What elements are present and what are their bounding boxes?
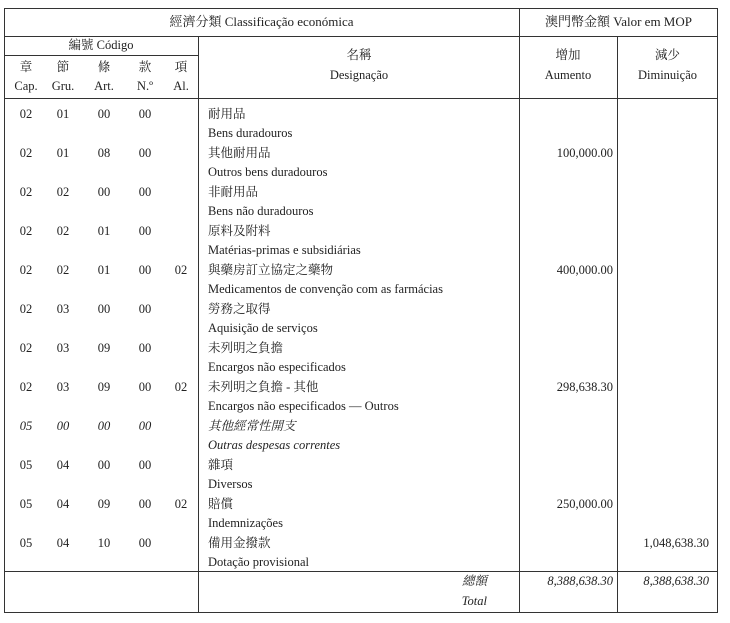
row-designation-pt: Medicamentos de convenção com as farmácias [208, 282, 443, 296]
row-designation-zh: 未列明之負擔 [208, 341, 284, 355]
total-decrease: 8,388,638.30 [643, 574, 709, 588]
increase-header-zh: 增加 [555, 48, 581, 62]
row-no-code: 00 [138, 302, 152, 316]
row-art-code: 00 [97, 419, 111, 433]
no-header-zh: 款 [138, 60, 152, 74]
row-gru-code: 02 [56, 263, 70, 277]
row-cap-code: 05 [19, 497, 33, 511]
row-cap-code: 05 [19, 458, 33, 472]
increase-header-pt: Aumento [544, 68, 592, 82]
row-al-code: 02 [174, 263, 188, 277]
al-header-pt: Al. [173, 79, 189, 93]
al-header-zh: 項 [174, 60, 188, 74]
row-cap-code: 02 [19, 302, 33, 316]
row-gru-code: 03 [56, 341, 70, 355]
row-art-code: 09 [97, 380, 111, 394]
row-designation-zh: 耐用品 [208, 107, 246, 121]
total-increase: 8,388,638.30 [547, 574, 613, 588]
art-header-pt: Art. [94, 79, 114, 93]
code-column-rule [198, 36, 199, 613]
total-rule [4, 571, 718, 572]
row-gru-code: 02 [56, 224, 70, 238]
row-no-code: 00 [138, 185, 152, 199]
row-art-code: 09 [97, 341, 111, 355]
total-label-zh: 總額 [461, 574, 487, 588]
header-rule-top [4, 36, 718, 37]
row-no-code: 00 [138, 419, 152, 433]
gru-header-zh: 節 [56, 60, 70, 74]
row-designation-zh: 勞務之取得 [208, 302, 271, 316]
row-cap-code: 02 [19, 224, 33, 238]
row-cap-code: 05 [19, 536, 33, 550]
row-no-code: 00 [138, 380, 152, 394]
row-gru-code: 04 [56, 497, 70, 511]
row-gru-code: 01 [56, 146, 70, 160]
row-art-code: 01 [97, 263, 111, 277]
row-designation-zh: 雜項 [208, 458, 234, 472]
row-designation-zh: 原料及附料 [208, 224, 271, 238]
classification-header: 經濟分類 Classificação económica [169, 14, 354, 29]
row-decrease-value: 1,048,638.30 [643, 536, 709, 550]
row-designation-pt: Bens duradouros [208, 126, 293, 140]
row-gru-code: 04 [56, 458, 70, 472]
row-increase-value: 298,638.30 [556, 380, 613, 394]
row-designation-pt: Outros bens duradouros [208, 165, 328, 179]
row-art-code: 09 [97, 497, 111, 511]
row-designation-zh: 其他耐用品 [208, 146, 271, 160]
row-cap-code: 02 [19, 146, 33, 160]
row-cap-code: 02 [19, 185, 33, 199]
row-cap-code: 02 [19, 341, 33, 355]
total-label-pt: Total [461, 594, 487, 608]
row-art-code: 10 [97, 536, 111, 550]
value-header: 澳門幣金額 Valor em MOP [545, 14, 692, 29]
code-header: 編號 Código [68, 38, 134, 52]
row-designation-pt: Outras despesas correntes [208, 438, 341, 452]
row-increase-value: 250,000.00 [556, 497, 613, 511]
row-designation-pt: Diversos [208, 477, 253, 491]
row-designation-pt: Dotação provisional [208, 555, 310, 569]
row-designation-zh: 賠償 [208, 497, 234, 511]
row-designation-pt: Bens não duradouros [208, 204, 314, 218]
row-designation-zh: 未列明之負擔 - 其他 [208, 380, 319, 394]
row-gru-code: 01 [56, 107, 70, 121]
row-cap-code: 02 [19, 263, 33, 277]
cap-header-zh: 章 [19, 60, 33, 74]
no-header-pt: N.º [136, 79, 154, 93]
row-designation-pt: Aquisição de serviços [208, 321, 318, 335]
designation-header-pt: Designação [329, 68, 389, 82]
row-designation-pt: Indemnizações [208, 516, 283, 530]
row-designation-zh: 非耐用品 [208, 185, 259, 199]
gru-header-pt: Gru. [51, 79, 75, 93]
row-al-code: 02 [174, 497, 188, 511]
row-no-code: 00 [138, 224, 152, 238]
row-art-code: 00 [97, 302, 111, 316]
row-no-code: 00 [138, 263, 152, 277]
row-art-code: 00 [97, 458, 111, 472]
row-no-code: 00 [138, 146, 152, 160]
row-al-code: 02 [174, 380, 188, 394]
row-designation-zh: 其他經常性開支 [208, 419, 296, 433]
decrease-header-pt: Diminuição [637, 68, 697, 82]
row-gru-code: 03 [56, 302, 70, 316]
row-increase-value: 100,000.00 [556, 146, 613, 160]
row-gru-code: 02 [56, 185, 70, 199]
row-art-code: 01 [97, 224, 111, 238]
row-no-code: 00 [138, 107, 152, 121]
code-rule [4, 55, 199, 56]
row-cap-code: 02 [19, 380, 33, 394]
increase-column-rule [617, 36, 618, 613]
row-art-code: 08 [97, 146, 111, 160]
row-cap-code: 05 [19, 419, 33, 433]
header-rule-bottom [4, 98, 718, 99]
row-designation-zh: 備用金撥款 [208, 536, 271, 550]
art-header-zh: 條 [97, 60, 111, 74]
row-gru-code: 03 [56, 380, 70, 394]
row-gru-code: 00 [56, 419, 70, 433]
row-art-code: 00 [97, 185, 111, 199]
cap-header-pt: Cap. [14, 79, 38, 93]
row-designation-zh: 與藥房訂立協定之藥物 [208, 263, 334, 277]
row-increase-value: 400,000.00 [556, 263, 613, 277]
row-no-code: 00 [138, 458, 152, 472]
row-no-code: 00 [138, 497, 152, 511]
row-cap-code: 02 [19, 107, 33, 121]
row-designation-pt: Matérias-primas e subsidiárias [208, 243, 361, 257]
decrease-header-zh: 減少 [654, 48, 680, 62]
row-no-code: 00 [138, 341, 152, 355]
row-designation-pt: Encargos não especificados — Outros [208, 399, 399, 413]
designation-header-zh: 名稱 [346, 48, 372, 62]
row-art-code: 00 [97, 107, 111, 121]
row-gru-code: 04 [56, 536, 70, 550]
row-no-code: 00 [138, 536, 152, 550]
row-designation-pt: Encargos não especificados [208, 360, 346, 374]
value-column-rule [519, 8, 520, 613]
